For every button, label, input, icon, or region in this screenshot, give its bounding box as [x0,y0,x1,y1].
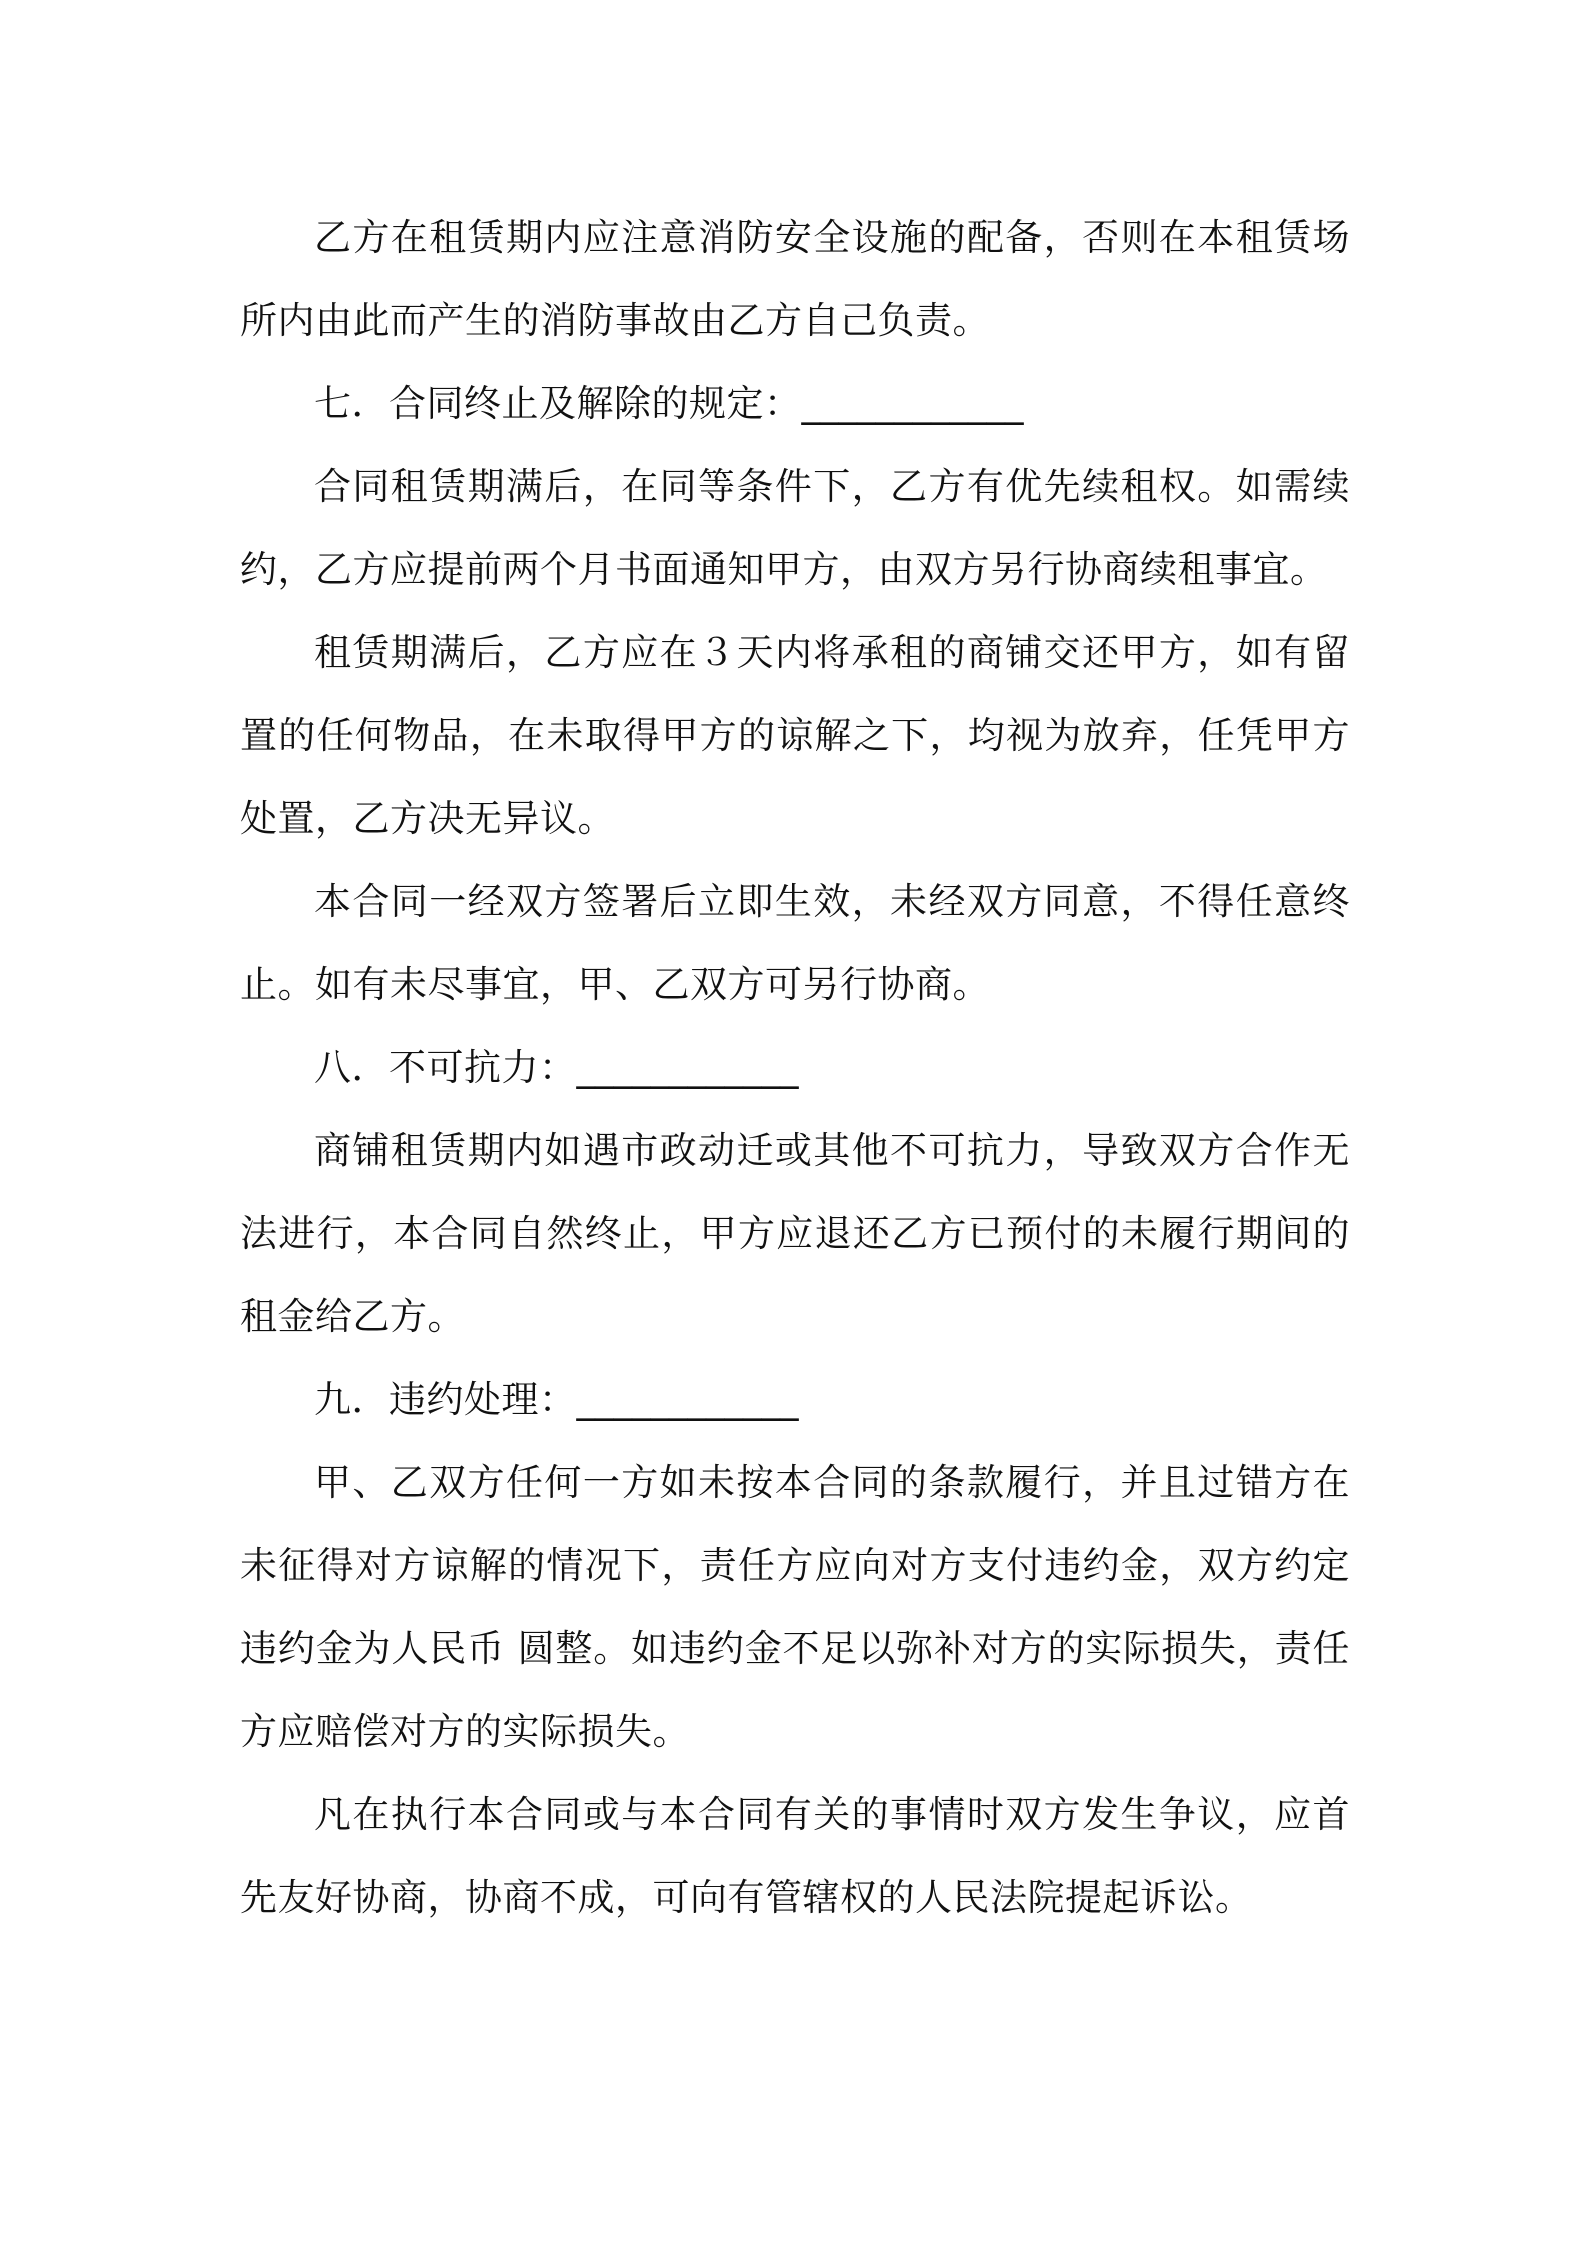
paragraph-fire-safety: 乙方在租赁期内应注意消防安全设施的配备，否则在本租赁场所内由此而产生的消防事故由乙方自己负责。 [240,216,1350,342]
heading-text: 八．不可抗力： [314,1046,577,1089]
paragraph-effective: 本合同一经双方签署后立即生效，未经双方同意，不得任意终止。如有未尽事宜，甲、乙双方可另行协商。 [240,880,1350,1006]
paragraph-renewal: 合同租赁期满后，在同等条件下，乙方有优先续租权。如需续约，乙方应提前两个月书面通知甲方，由双方另行协商续租事宜。 [240,465,1350,591]
section-heading-breach [240,1358,1350,1441]
fill-blank: ____________ [576,1046,799,1089]
section-heading-termination [240,362,1350,445]
paragraph-return-shop: 租赁期满后，乙方应在３天内将承租的商铺交还甲方，如有留置的任何物品，在未取得甲方的谅解之下，均视为放弃，任凭甲方处置，乙方决无异议。 [240,631,1350,840]
paragraph-penalty: 甲、乙双方任何一方如未按本合同的条款履行，并且过错方在未征得对方谅解的情况下，责任方应向对方支付违约金，双方约定违约金为人民币 圆整。如违约金不足以弥补对方的实际损失，责任方应赔偿对方的实际损失。 [240,1461,1350,1753]
paragraph-force-majeure: 商铺租赁期内如遇市政动迁或其他不可抗力，导致双方合作无法进行，本合同自然终止，甲方应退还乙方已预付的未履行期间的租金给乙方。 [240,1129,1350,1338]
fill-blank: ____________ [801,382,1024,425]
section-heading-force-majeure [240,1026,1350,1109]
document-body [240,196,1350,1939]
heading-text: 九．违约处理： [314,1378,577,1421]
heading-text: 七．合同终止及解除的规定： [314,382,802,425]
paragraph-dispute: 凡在执行本合同或与本合同有关的事情时双方发生争议，应首先友好协商，协商不成，可向有管辖权的人民法院提起诉讼。 [240,1793,1350,1919]
fill-blank: ____________ [576,1378,799,1421]
